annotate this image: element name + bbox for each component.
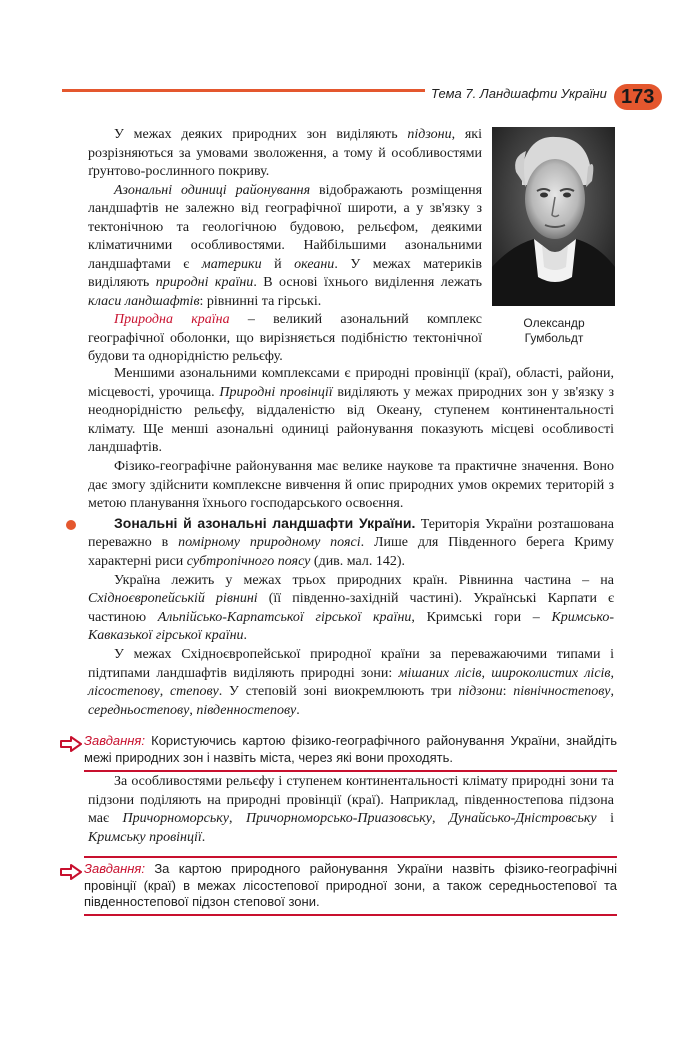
portrait-caption xyxy=(494,316,614,346)
portrait-humboldt xyxy=(492,127,615,306)
paragraph-natural-zones: У межах Східноєвропейської природної країни за переважаючими типами і підтипами ландшафтів виділяють природні зони: мішаних лісів, широколистих лісів, лісостепову, степову. У степовій зоні виокремлюють три підзони: північностепову, середньостепову, південностепову. xyxy=(88,646,614,718)
task-box-1: Завдання: Користуючись картою фізико-географічного районування України, знайдіть межі природних зон і назвіть міста, через які вони проходять. xyxy=(84,733,617,765)
chapter-title: Тема 7. Ландшафти України xyxy=(425,86,613,102)
paragraph-provinces: Меншими азональними комплексами є природні провінції (краї), області, райони, місцевості, урочища. Природні провінції виділяють у межах природних зон у зв'язку з неоднорідністю рельєфу, віддаленістю від Океану, ступенем континентальності клімату. Ще менші азональні одиниці районування показують місцеві особливості ландшафтів. xyxy=(88,366,614,456)
task-rule-2-bottom xyxy=(84,914,617,916)
portrait-caption-line2: Гумбольдт xyxy=(524,331,584,345)
task-rule-1 xyxy=(84,770,617,772)
page-number: 173 xyxy=(621,86,655,108)
text-column-top xyxy=(88,126,482,367)
dot-bullet-icon xyxy=(66,520,76,530)
paragraph-natural-country-definition: Природна країна – великий азональний комплекс географічної оболонки, що вирізняється подібністю тектонічної будови та однорідністю рельєфу. xyxy=(88,312,482,364)
portrait-caption-line1: Олександр xyxy=(523,316,585,330)
paragraph-azonal-units: Азональні одиниці районування відображають розміщення ландшафтів не залежно від географічної широти, а у зв'язку з тектонічною та геологічною будовою, рельєфом, деякими кліматичними особливостями. Найбільшими азональними ландшафтами є материки й океани. У межах материків виділяють природні країни. В основі їхнього виділення лежать класи ландшафтів: рівнинні та гірські. xyxy=(88,182,483,309)
paragraph-provinces-steppe: За особливостями рельєфу і ступенем континентальності клімату природні зони та підзони поділяють на природні провінції (краї). Наприклад, південностепова підзона має Причорноморську, Причорноморсько-Приазовську, Дунайсько-Дністровську і Кримську провінції. xyxy=(88,774,615,845)
arrow-right-outline-icon xyxy=(60,736,82,752)
task-box-2: Завдання: За картою природного районування України назвіть фізико-географічні провінції (краї) в межах лісостепової природної зони, а також середньостепової та південностепової підзон степової зони. xyxy=(84,861,617,909)
section-heading: Зональні й азональні ландшафти України. xyxy=(114,514,416,531)
task-rule-2-top xyxy=(84,856,617,858)
arrow-right-outline-icon xyxy=(60,864,82,880)
paragraph-subzones: У межах деяких природних зон виділяють підзони, які розрізняються за умовами зволоження, а тому й особливостями ґрунтово-рослинного покриву. xyxy=(88,127,482,179)
text-body-middle xyxy=(88,365,614,720)
paragraph-three-countries: Україна лежить у межах трьох природних країн. Рівнинна частина – на Східноєвропейській рівнині (її південно-західній частині). Українські Карпати є частиною Альпійсько-Карпатської гірської країни, Кримські гори – Кримсько-Кавказької гірської країни. xyxy=(88,572,614,644)
text-body-lower xyxy=(88,773,614,847)
paragraph-ukraine-zones: Зональні й азональні ландшафти України. Територія України розташована переважно в помірному природному поясі. Лише для Південного берега Криму характерні риси субтропічного поясу (див. мал. 142). xyxy=(88,514,614,569)
term-natural-country: Природна країна xyxy=(114,312,230,327)
task-label: Завдання: xyxy=(84,733,145,748)
paragraph-regionalization: Фізико-географічне районування має велике наукове та практичне значення. Воно дає змогу здійснити комплексне вивчення й опис природних умов окремих територій з метою планування їхнього господарського освоєння. xyxy=(88,458,614,512)
task-label: Завдання: xyxy=(84,861,145,876)
